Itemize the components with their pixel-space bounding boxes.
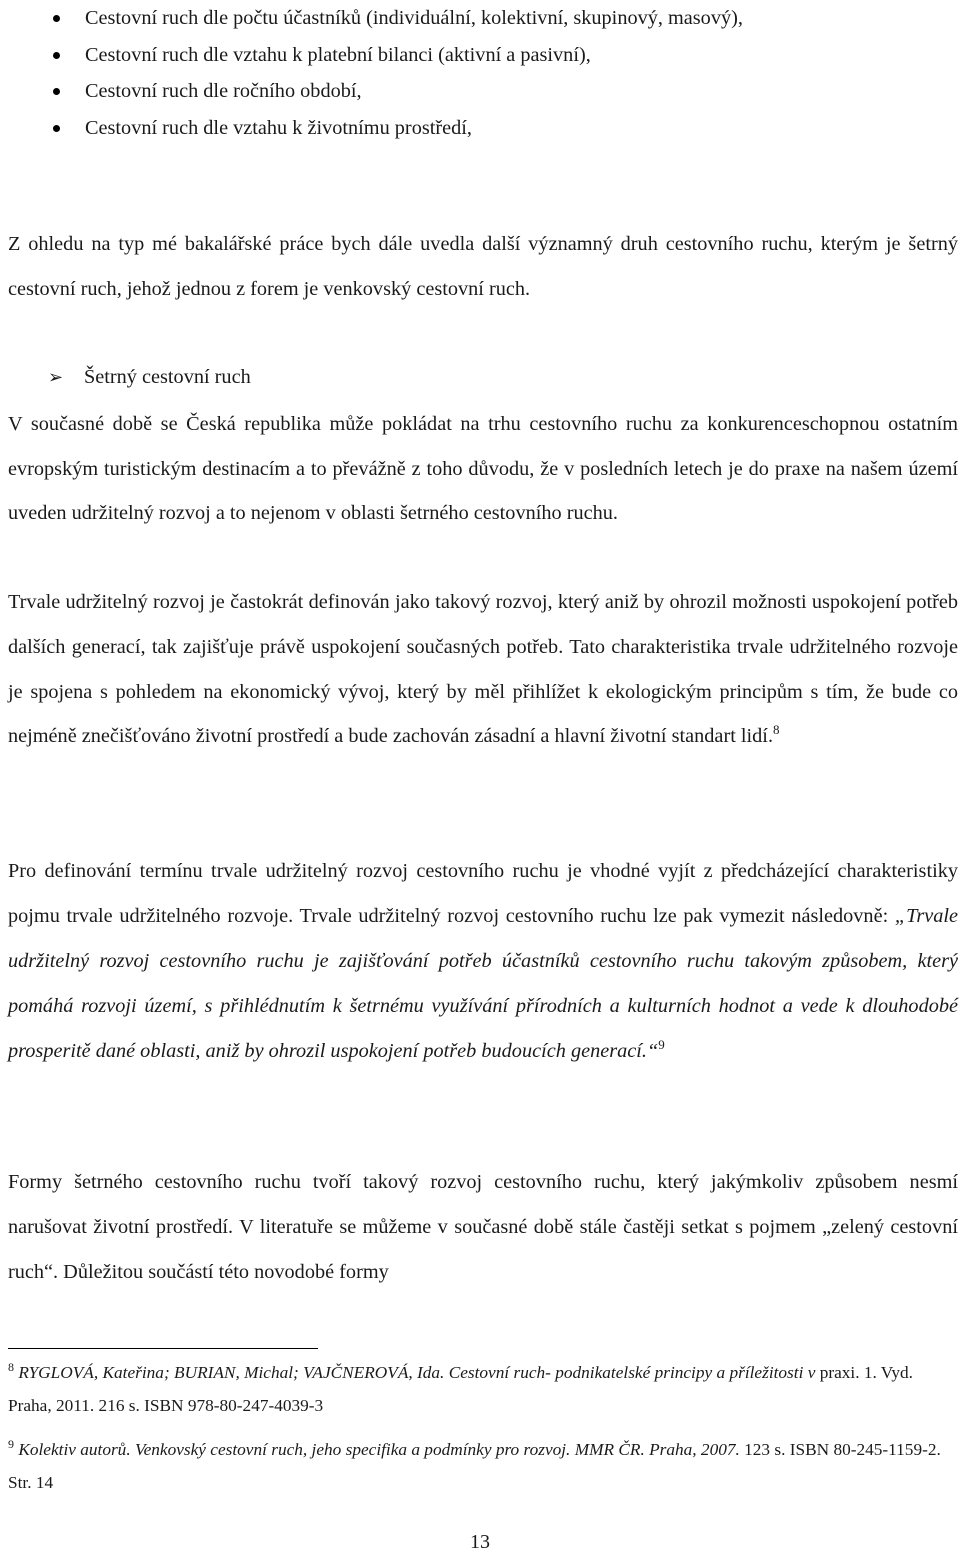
bullet-dot-icon — [53, 88, 60, 95]
list-item — [8, 37, 958, 74]
paragraph-text: Trvale udržitelný rozvoj je častokrát definován jako takový rozvoj, který aniž by ohrozil možnosti uspokojení potřeb dalších generací, tak zajišťuje právě uspokojení současných potřeb. Tato charakteristika trvale udržitelného rozvoje je spojena s pohledem na ekonomický vývoj, který by měl přihlížet k ekologickým principům s tím, že bude co nejméně znečišťováno životní prostředí a bude zachován zásadní a hlavní životní standart lidí. — [8, 591, 958, 748]
footnote-number: 8 — [8, 1360, 14, 1375]
list-item — [8, 0, 958, 37]
page-number: 13 — [470, 1531, 490, 1553]
footnote-ref: 9 — [658, 1037, 665, 1053]
footnote-citation-italic: Kolektiv autorů. Venkovský cestovní ruch, jeho specifika a podmínky pro rozvoj. MMR ČR. Praha, 2007. — [18, 1440, 740, 1459]
bullet-dot-icon — [53, 15, 60, 22]
footnote-ref: 8 — [773, 722, 780, 738]
list-item-text: Cestovní ruch dle ročního období, — [85, 80, 362, 102]
footnote-citation-italic: RYGLOVÁ, Kateřina; BURIAN, Michal; VAJČNEROVÁ, Ida. Cestovní ruch- podnikatelské principy a příležitosti v — [18, 1363, 816, 1382]
footnote-8 — [8, 1356, 948, 1422]
definition-quote: „Trvale udržitelný rozvoj cestovního ruchu je zajišťování potřeb účastníků cestovního ruchu takovým způsobem, který pomáhá rozvoji území, s přihlédnutím k šetrnému využívání přírodních a kulturních hodnot a vede k dlouhodobé prosperitě dané oblasti, aniž by ohrozil uspokojení potřeb budoucích generací.“ — [8, 905, 958, 1062]
bullet-dot-icon — [53, 125, 60, 132]
list-item-text: Cestovní ruch dle počtu účastníků (individuální, kolektivní, skupinový, masový), — [85, 7, 743, 29]
list-item-text: Cestovní ruch dle vztahu k životnímu prostředí, — [85, 116, 472, 139]
bullet-list — [8, 0, 958, 146]
footnote-citation-plain: praxi. 1. Vyd. Praha, 2011. 216 s. ISBN 978-80-247-4039-3 — [8, 1363, 913, 1415]
list-item — [8, 110, 958, 147]
footnote-9 — [8, 1433, 948, 1499]
arrow-bullet-icon: ➢ — [48, 367, 64, 387]
footnote-citation-plain: 123 s. ISBN 80-245-1159-2. Str. 14 — [8, 1440, 941, 1492]
paragraph-intro: Z ohledu na typ mé bakalářské práce bych dále uvedla další významný druh cestovního ruchu, kterým je šetrný cestovní ruch, jehož jednou z forem je venkovský cestovní ruch. — [8, 233, 958, 300]
list-item-text: Cestovní ruch dle vztahu k platební bilanci (aktivní a pasivní), — [85, 43, 591, 66]
bullet-dot-icon — [53, 52, 60, 59]
paragraph-green-tourism: Formy šetrného cestovního ruchu tvoří takový rozvoj cestovního ruchu, který jakýmkoliv způsobem nesmí narušovat životní prostředí. V literatuře se můžeme v současné době stále častěji setkat s pojmem „zelený cestovní ruch“. Důležitou součástí této novodobé formy — [8, 1171, 958, 1283]
footnote-separator — [8, 1348, 318, 1349]
paragraph-sustainable-definition — [8, 580, 958, 759]
section-heading-text: Šetrný cestovní ruch — [84, 366, 251, 388]
list-item — [8, 73, 958, 110]
paragraph-tourism-definition — [8, 849, 958, 1074]
footnote-number: 9 — [8, 1437, 14, 1452]
paragraph-competitiveness: V současné době se Česká republika může pokládat na trhu cestovního ruchu za konkurenceschopnou ostatním evropským turistickým destinacím a to převážně z toho důvodu, že v posledních letech je do praxe na našem území uveden udržitelný rozvoj a to nejenom v oblasti šetrného cestovního ruchu. — [8, 413, 958, 525]
paragraph-text: Pro definování termínu trvale udržitelný rozvoj cestovního ruchu je vhodné vyjít z předcházející charakteristiky pojmu trvale udržitelného rozvoje. Trvale udržitelný rozvoj cestovního ruchu lze pak vymezit následovně: — [8, 860, 958, 927]
